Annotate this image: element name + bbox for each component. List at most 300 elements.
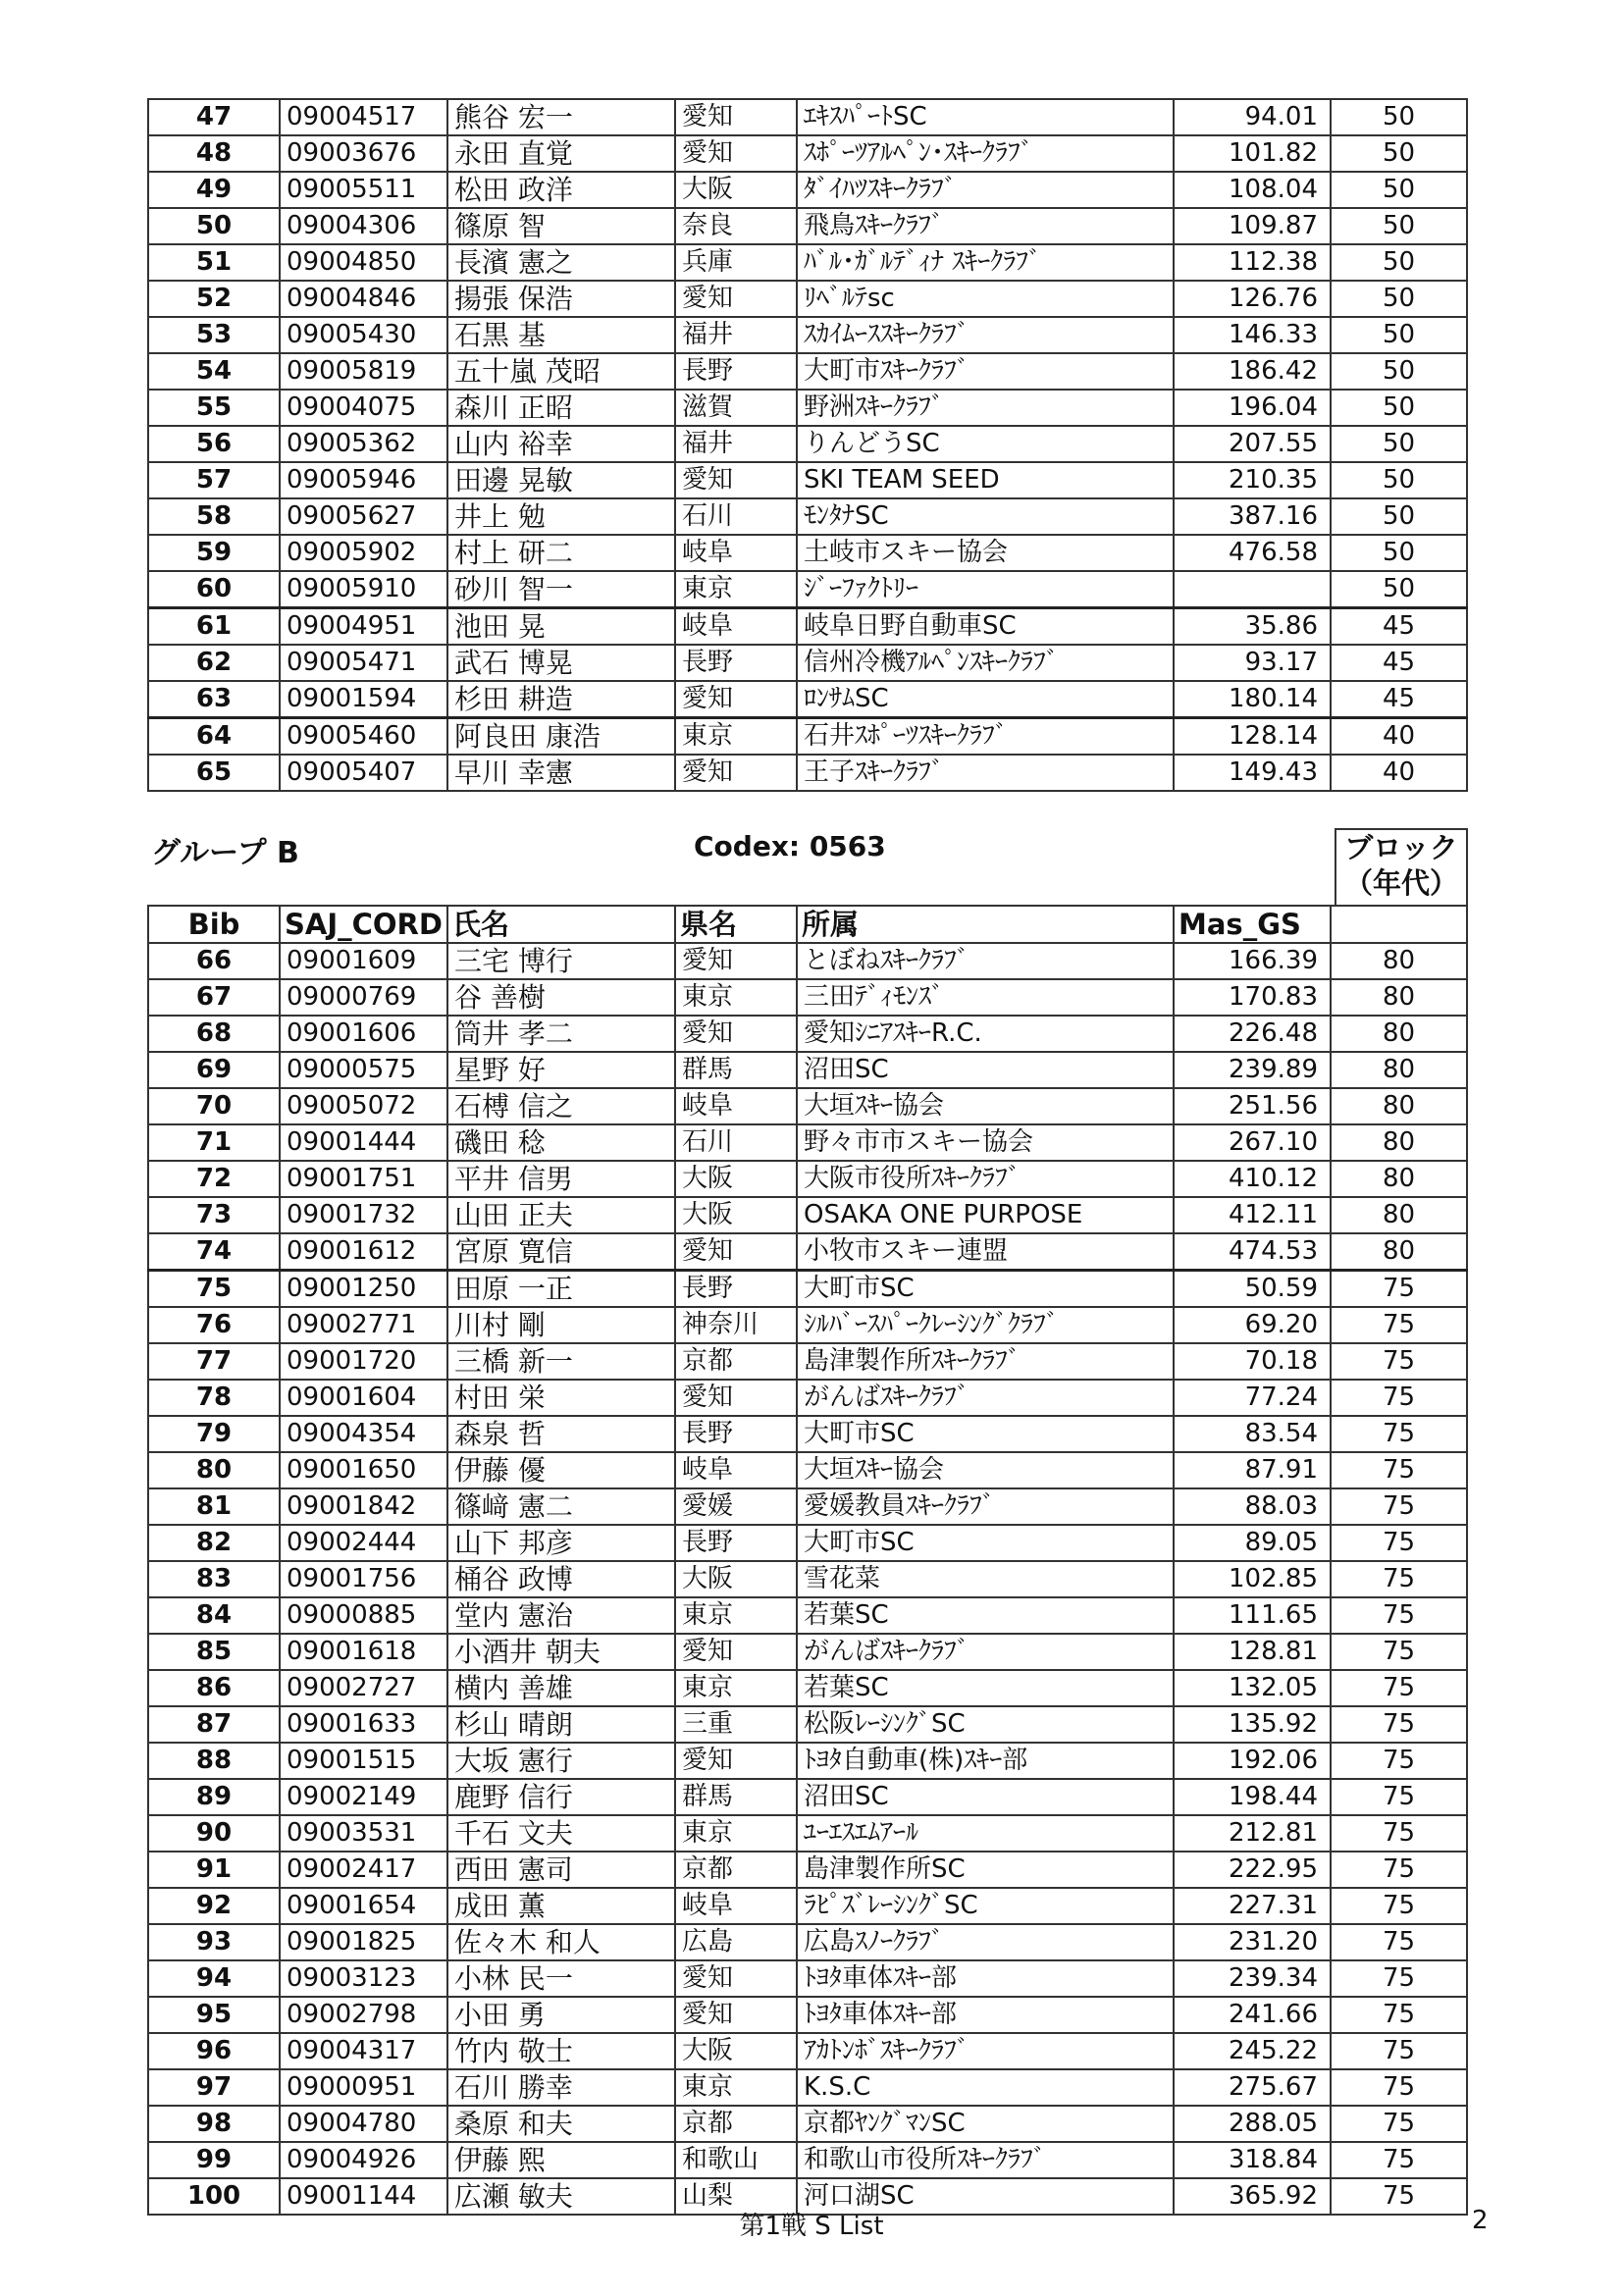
name-cell: 筒井 孝二 xyxy=(447,1016,675,1052)
block-cell: 75 xyxy=(1331,1924,1467,1960)
affiliation-cell: ﾗﾋﾟｽﾞﾚｰｼﾝｸﾞSC xyxy=(797,1888,1174,1924)
saj-cord-cell: 09004850 xyxy=(280,244,447,281)
mas-gs-cell: 166.39 xyxy=(1174,943,1331,979)
bib-cell: 99 xyxy=(148,2142,280,2178)
name-cell: 田邊 晃敏 xyxy=(447,462,675,498)
mas-gs-cell: 198.44 xyxy=(1174,1779,1331,1815)
prefecture-cell: 和歌山 xyxy=(675,2142,797,2178)
prefecture-cell: 愛知 xyxy=(675,1997,797,2033)
affiliation-cell: がんばｽｷｰｸﾗﾌﾞ xyxy=(797,1380,1174,1416)
name-cell: 三橋 新一 xyxy=(447,1343,675,1380)
prefecture-cell: 愛知 xyxy=(675,1233,797,1271)
mas-gs-cell: 210.35 xyxy=(1174,462,1331,498)
prefecture-cell: 群馬 xyxy=(675,1052,797,1088)
table-row xyxy=(148,535,1467,571)
bib-cell: 82 xyxy=(148,1525,280,1561)
mas-gs-cell: 102.85 xyxy=(1174,1561,1331,1597)
table-row xyxy=(148,135,1467,172)
block-cell: 75 xyxy=(1331,1634,1467,1670)
affiliation-cell: 大垣ｽｷｰ協会 xyxy=(797,1452,1174,1488)
affiliation-cell: ｼﾞｰﾌｧｸﾄﾘｰ xyxy=(797,571,1174,608)
saj-cord-cell: 09005407 xyxy=(280,755,447,791)
saj-cord-cell: 09001604 xyxy=(280,1380,447,1416)
bib-cell: 64 xyxy=(148,718,280,756)
block-cell: 80 xyxy=(1331,1233,1467,1271)
block-cell: 50 xyxy=(1331,462,1467,498)
affiliation-cell: ﾕｰｴｽｴﾑｱｰﾙ xyxy=(797,1815,1174,1852)
prefecture-cell: 東京 xyxy=(675,2069,797,2106)
block-cell: 75 xyxy=(1331,1852,1467,1888)
block-cell: 75 xyxy=(1331,1561,1467,1597)
prefecture-cell: 東京 xyxy=(675,1670,797,1706)
bib-cell: 80 xyxy=(148,1452,280,1488)
bib-cell: 50 xyxy=(148,208,280,244)
affiliation-cell: ﾊﾞﾙ･ｶﾞﾙﾃﾞｨﾅ ｽｷｰｸﾗﾌﾞ xyxy=(797,244,1174,281)
affiliation-cell: 飛鳥ｽｷｰｸﾗﾌﾞ xyxy=(797,208,1174,244)
table-row xyxy=(148,281,1467,317)
block-cell: 75 xyxy=(1331,1779,1467,1815)
mas-gs-cell: 474.53 xyxy=(1174,1233,1331,1271)
prefecture-cell: 岐阜 xyxy=(675,608,797,646)
affiliation-cell: 沼田SC xyxy=(797,1779,1174,1815)
block-cell: 50 xyxy=(1331,135,1467,172)
prefecture-cell: 愛知 xyxy=(675,99,797,135)
saj-cord-cell: 09004306 xyxy=(280,208,447,244)
bib-cell: 71 xyxy=(148,1124,280,1161)
col-header-block xyxy=(1331,906,1467,943)
mas-gs-cell: 83.54 xyxy=(1174,1416,1331,1452)
saj-cord-cell: 09001842 xyxy=(280,1488,447,1525)
name-cell: 伊藤 熙 xyxy=(447,2142,675,2178)
prefecture-cell: 三重 xyxy=(675,1706,797,1743)
bib-cell: 98 xyxy=(148,2106,280,2142)
saj-cord-cell: 09001650 xyxy=(280,1452,447,1488)
bib-cell: 66 xyxy=(148,943,280,979)
name-cell: 石川 勝幸 xyxy=(447,2069,675,2106)
affiliation-cell: K.S.C xyxy=(797,2069,1174,2106)
table-row xyxy=(148,2106,1467,2142)
mas-gs-cell: 70.18 xyxy=(1174,1343,1331,1380)
affiliation-cell: 岐阜日野自動車SC xyxy=(797,608,1174,646)
mas-gs-cell: 88.03 xyxy=(1174,1488,1331,1525)
bib-cell: 72 xyxy=(148,1161,280,1197)
bib-cell: 62 xyxy=(148,645,280,681)
name-cell: 杉山 晴朗 xyxy=(447,1706,675,1743)
table-row xyxy=(148,172,1467,208)
saj-cord-cell: 09001609 xyxy=(280,943,447,979)
prefecture-cell: 石川 xyxy=(675,498,797,535)
block-header xyxy=(1335,828,1468,905)
affiliation-cell: ﾄﾖﾀ車体ｽｷｰ部 xyxy=(797,1997,1174,2033)
block-cell: 75 xyxy=(1331,1343,1467,1380)
bib-cell: 92 xyxy=(148,1888,280,1924)
table-row xyxy=(148,2033,1467,2069)
name-cell: 西田 憲司 xyxy=(447,1852,675,1888)
prefecture-cell: 広島 xyxy=(675,1924,797,1960)
name-cell: 村上 研二 xyxy=(447,535,675,571)
name-cell: 宮原 寛信 xyxy=(447,1233,675,1271)
prefecture-cell: 長野 xyxy=(675,1525,797,1561)
name-cell: 小酒井 朝夫 xyxy=(447,1634,675,1670)
table-row xyxy=(148,1088,1467,1124)
mas-gs-cell: 109.87 xyxy=(1174,208,1331,244)
block-cell: 45 xyxy=(1331,681,1467,718)
mas-gs-cell: 108.04 xyxy=(1174,172,1331,208)
mas-gs-cell: 227.31 xyxy=(1174,1888,1331,1924)
name-cell: 磯田 稔 xyxy=(447,1124,675,1161)
table-row xyxy=(148,1016,1467,1052)
affiliation-cell: 若葉SC xyxy=(797,1670,1174,1706)
affiliation-cell: 王子ｽｷｰｸﾗﾌﾞ xyxy=(797,755,1174,791)
block-cell: 80 xyxy=(1331,943,1467,979)
name-cell: 田原 一正 xyxy=(447,1271,675,1308)
prefecture-cell: 岐阜 xyxy=(675,535,797,571)
bib-cell: 94 xyxy=(148,1960,280,1997)
mas-gs-cell: 128.81 xyxy=(1174,1634,1331,1670)
affiliation-cell: 松阪ﾚｰｼﾝｸﾞSC xyxy=(797,1706,1174,1743)
bib-cell: 63 xyxy=(148,681,280,718)
mas-gs-cell: 69.20 xyxy=(1174,1307,1331,1343)
affiliation-cell: ｽﾎﾟｰﾂｱﾙﾍﾟﾝ･ｽｷｰｸﾗﾌﾞ xyxy=(797,135,1174,172)
affiliation-cell: ﾛﾝｻﾑSC xyxy=(797,681,1174,718)
bib-cell: 74 xyxy=(148,1233,280,1271)
table-row xyxy=(148,943,1467,979)
saj-cord-cell: 09001606 xyxy=(280,1016,447,1052)
bib-cell: 55 xyxy=(148,390,280,426)
saj-cord-cell: 09002771 xyxy=(280,1307,447,1343)
block-cell: 75 xyxy=(1331,1271,1467,1308)
prefecture-cell: 大阪 xyxy=(675,2033,797,2069)
prefecture-cell: 石川 xyxy=(675,1124,797,1161)
name-cell: 井上 勉 xyxy=(447,498,675,535)
affiliation-cell: 若葉SC xyxy=(797,1597,1174,1634)
affiliation-cell: 大垣ｽｷｰ協会 xyxy=(797,1088,1174,1124)
prefecture-cell: 愛知 xyxy=(675,1380,797,1416)
affiliation-cell: 愛知ｼﾆｱｽｷｰR.C. xyxy=(797,1016,1174,1052)
saj-cord-cell: 09000769 xyxy=(280,979,447,1016)
prefecture-cell: 京都 xyxy=(675,1852,797,1888)
affiliation-cell: 和歌山市役所ｽｷｰｸﾗﾌﾞ xyxy=(797,2142,1174,2178)
saj-cord-cell: 09002417 xyxy=(280,1852,447,1888)
name-cell: 桶谷 政博 xyxy=(447,1561,675,1597)
saj-cord-cell: 09004951 xyxy=(280,608,447,646)
prefecture-cell: 大阪 xyxy=(675,172,797,208)
prefecture-cell: 愛知 xyxy=(675,755,797,791)
saj-cord-cell: 09005072 xyxy=(280,1088,447,1124)
table-row xyxy=(148,1960,1467,1997)
saj-cord-cell: 09005460 xyxy=(280,718,447,756)
bib-cell: 86 xyxy=(148,1670,280,1706)
mas-gs-cell xyxy=(1174,571,1331,608)
mas-gs-cell: 186.42 xyxy=(1174,353,1331,390)
col-header-affiliation: 所属 xyxy=(797,906,1174,943)
block-cell: 75 xyxy=(1331,2106,1467,2142)
table-row xyxy=(148,1815,1467,1852)
table-row xyxy=(148,571,1467,608)
affiliation-cell: ｼﾙﾊﾞｰｽﾊﾟｰｸﾚｰｼﾝｸﾞｸﾗﾌﾞ xyxy=(797,1307,1174,1343)
table-row xyxy=(148,353,1467,390)
prefecture-cell: 大阪 xyxy=(675,1161,797,1197)
affiliation-cell: 石井ｽﾎﾟｰﾂｽｷｰｸﾗﾌﾞ xyxy=(797,718,1174,756)
name-cell: 谷 善樹 xyxy=(447,979,675,1016)
table-row xyxy=(148,718,1467,756)
mas-gs-cell: 111.65 xyxy=(1174,1597,1331,1634)
prefecture-cell: 東京 xyxy=(675,979,797,1016)
mas-gs-cell: 288.05 xyxy=(1174,2106,1331,2142)
affiliation-cell: 沼田SC xyxy=(797,1052,1174,1088)
bib-cell: 69 xyxy=(148,1052,280,1088)
affiliation-cell: ﾄﾖﾀ自動車(株)ｽｷｰ部 xyxy=(797,1743,1174,1779)
mas-gs-cell: 149.43 xyxy=(1174,755,1331,791)
affiliation-cell: ｴｷｽﾊﾟｰﾄSC xyxy=(797,99,1174,135)
col-header-bib: Bib xyxy=(148,906,280,943)
name-cell: 平井 信男 xyxy=(447,1161,675,1197)
saj-cord-cell: 09001618 xyxy=(280,1634,447,1670)
saj-cord-cell: 09001594 xyxy=(280,681,447,718)
bib-cell: 100 xyxy=(148,2178,280,2215)
mas-gs-cell: 50.59 xyxy=(1174,1271,1331,1308)
mas-gs-cell: 251.56 xyxy=(1174,1088,1331,1124)
block-cell: 75 xyxy=(1331,1743,1467,1779)
start-list-table-group-b xyxy=(147,905,1468,2216)
bib-cell: 48 xyxy=(148,135,280,172)
prefecture-cell: 東京 xyxy=(675,571,797,608)
affiliation-cell: とぼねｽｷｰｸﾗﾌﾞ xyxy=(797,943,1174,979)
page-number: 2 xyxy=(1472,2206,1489,2235)
affiliation-cell: ﾘﾍﾞﾙﾃsc xyxy=(797,281,1174,317)
saj-cord-cell: 09001633 xyxy=(280,1706,447,1743)
saj-cord-cell: 09005946 xyxy=(280,462,447,498)
saj-cord-cell: 09005627 xyxy=(280,498,447,535)
mas-gs-cell: 275.67 xyxy=(1174,2069,1331,2106)
bib-cell: 95 xyxy=(148,1997,280,2033)
group-label: グループ B xyxy=(151,836,299,870)
name-cell: 松田 政洋 xyxy=(447,172,675,208)
prefecture-cell: 愛知 xyxy=(675,1743,797,1779)
prefecture-cell: 山梨 xyxy=(675,2178,797,2215)
bib-cell: 75 xyxy=(148,1271,280,1308)
affiliation-cell: 大町市SC xyxy=(797,1525,1174,1561)
mas-gs-cell: 170.83 xyxy=(1174,979,1331,1016)
saj-cord-cell: 09001654 xyxy=(280,1888,447,1924)
mas-gs-cell: 146.33 xyxy=(1174,317,1331,353)
name-cell: 星野 好 xyxy=(447,1052,675,1088)
block-cell: 80 xyxy=(1331,979,1467,1016)
name-cell: 小田 勇 xyxy=(447,1997,675,2033)
block-cell: 50 xyxy=(1331,571,1467,608)
name-cell: 堂内 憲治 xyxy=(447,1597,675,1634)
block-cell: 40 xyxy=(1331,755,1467,791)
affiliation-cell: 野々市市スキー協会 xyxy=(797,1124,1174,1161)
table-row xyxy=(148,498,1467,535)
table-row xyxy=(148,1161,1467,1197)
prefecture-cell: 愛知 xyxy=(675,135,797,172)
mas-gs-cell: 239.89 xyxy=(1174,1052,1331,1088)
block-cell: 75 xyxy=(1331,2033,1467,2069)
affiliation-cell: 河口湖SC xyxy=(797,2178,1174,2215)
prefecture-cell: 愛知 xyxy=(675,681,797,718)
affiliation-cell: ｱｶﾄﾝﾎﾞｽｷｰｸﾗﾌﾞ xyxy=(797,2033,1174,2069)
block-cell: 50 xyxy=(1331,317,1467,353)
block-cell: 75 xyxy=(1331,1488,1467,1525)
affiliation-cell: 小牧市スキー連盟 xyxy=(797,1233,1174,1271)
name-cell: 竹内 敬士 xyxy=(447,2033,675,2069)
mas-gs-cell: 132.05 xyxy=(1174,1670,1331,1706)
bib-cell: 60 xyxy=(148,571,280,608)
bib-cell: 83 xyxy=(148,1561,280,1597)
bib-cell: 70 xyxy=(148,1088,280,1124)
affiliation-cell: 野洲ｽｷｰｸﾗﾌﾞ xyxy=(797,390,1174,426)
saj-cord-cell: 09005471 xyxy=(280,645,447,681)
bib-cell: 61 xyxy=(148,608,280,646)
name-cell: 成田 薫 xyxy=(447,1888,675,1924)
table-row xyxy=(148,1416,1467,1452)
table-row xyxy=(148,462,1467,498)
saj-cord-cell: 09001250 xyxy=(280,1271,447,1308)
mas-gs-cell: 93.17 xyxy=(1174,645,1331,681)
table-row xyxy=(148,1561,1467,1597)
name-cell: 武石 博晃 xyxy=(447,645,675,681)
prefecture-cell: 岐阜 xyxy=(675,1888,797,1924)
prefecture-cell: 大阪 xyxy=(675,1561,797,1597)
affiliation-cell: りんどうSC xyxy=(797,426,1174,462)
table-row xyxy=(148,1052,1467,1088)
col-header-name: 氏名 xyxy=(447,906,675,943)
table-row xyxy=(148,1743,1467,1779)
prefecture-cell: 京都 xyxy=(675,1343,797,1380)
name-cell: 佐々木 和人 xyxy=(447,1924,675,1960)
bib-cell: 53 xyxy=(148,317,280,353)
name-cell: 千石 文夫 xyxy=(447,1815,675,1852)
name-cell: 長濱 憲之 xyxy=(447,244,675,281)
page-footer: 第1戦 S List xyxy=(739,2212,884,2241)
table-row xyxy=(148,1706,1467,1743)
name-cell: 石黒 基 xyxy=(447,317,675,353)
prefecture-cell: 京都 xyxy=(675,2106,797,2142)
bib-cell: 68 xyxy=(148,1016,280,1052)
saj-cord-cell: 09001751 xyxy=(280,1161,447,1197)
bib-cell: 54 xyxy=(148,353,280,390)
saj-cord-cell: 09001756 xyxy=(280,1561,447,1597)
saj-cord-cell: 09004780 xyxy=(280,2106,447,2142)
mas-gs-cell: 135.92 xyxy=(1174,1706,1331,1743)
affiliation-cell: OSAKA ONE PURPOSE xyxy=(797,1197,1174,1233)
affiliation-cell: 広島ｽﾉｰｸﾗﾌﾞ xyxy=(797,1924,1174,1960)
mas-gs-cell: 126.76 xyxy=(1174,281,1331,317)
col-header-mas-gs: Mas_GS xyxy=(1174,906,1331,943)
name-cell: 篠原 智 xyxy=(447,208,675,244)
block-cell: 80 xyxy=(1331,1016,1467,1052)
saj-cord-cell: 09001612 xyxy=(280,1233,447,1271)
saj-cord-cell: 09004926 xyxy=(280,2142,447,2178)
prefecture-cell: 長野 xyxy=(675,353,797,390)
affiliation-cell: 京都ﾔﾝｸﾞﾏﾝSC xyxy=(797,2106,1174,2142)
table-row xyxy=(148,1888,1467,1924)
table-row xyxy=(148,1670,1467,1706)
block-cell: 75 xyxy=(1331,2069,1467,2106)
block-cell: 80 xyxy=(1331,1161,1467,1197)
name-cell: 森泉 哲 xyxy=(447,1416,675,1452)
bib-cell: 59 xyxy=(148,535,280,571)
prefecture-cell: 愛知 xyxy=(675,462,797,498)
bib-cell: 58 xyxy=(148,498,280,535)
prefecture-cell: 東京 xyxy=(675,718,797,756)
name-cell: 五十嵐 茂昭 xyxy=(447,353,675,390)
table-row xyxy=(148,1634,1467,1670)
prefecture-cell: 福井 xyxy=(675,426,797,462)
block-cell: 75 xyxy=(1331,2178,1467,2215)
saj-cord-cell: 09000575 xyxy=(280,1052,447,1088)
saj-cord-cell: 09005902 xyxy=(280,535,447,571)
saj-cord-cell: 09001144 xyxy=(280,2178,447,2215)
name-cell: 三宅 博行 xyxy=(447,943,675,979)
block-cell: 50 xyxy=(1331,498,1467,535)
bib-cell: 79 xyxy=(148,1416,280,1452)
block-cell: 75 xyxy=(1331,1960,1467,1997)
bib-cell: 96 xyxy=(148,2033,280,2069)
mas-gs-cell: 222.95 xyxy=(1174,1852,1331,1888)
name-cell: 川村 剛 xyxy=(447,1307,675,1343)
block-cell: 50 xyxy=(1331,535,1467,571)
prefecture-cell: 群馬 xyxy=(675,1779,797,1815)
bib-cell: 78 xyxy=(148,1380,280,1416)
col-header-saj-cord: SAJ_CORD xyxy=(280,906,447,943)
prefecture-cell: 岐阜 xyxy=(675,1088,797,1124)
saj-cord-cell: 09004317 xyxy=(280,2033,447,2069)
bib-cell: 65 xyxy=(148,755,280,791)
saj-cord-cell: 09005511 xyxy=(280,172,447,208)
affiliation-cell: がんばｽｷｰｸﾗﾌﾞ xyxy=(797,1634,1174,1670)
prefecture-cell: 長野 xyxy=(675,1416,797,1452)
saj-cord-cell: 09001825 xyxy=(280,1924,447,1960)
table-row xyxy=(148,979,1467,1016)
block-cell: 75 xyxy=(1331,1997,1467,2033)
block-cell: 75 xyxy=(1331,1452,1467,1488)
name-cell: 森川 正昭 xyxy=(447,390,675,426)
prefecture-cell: 長野 xyxy=(675,645,797,681)
name-cell: 広瀬 敏夫 xyxy=(447,2178,675,2215)
table-row xyxy=(148,645,1467,681)
mas-gs-cell: 87.91 xyxy=(1174,1452,1331,1488)
table-row xyxy=(148,1307,1467,1343)
affiliation-cell: 信州冷機ｱﾙﾍﾟﾝｽｷｰｸﾗﾌﾞ xyxy=(797,645,1174,681)
table-row xyxy=(148,1525,1467,1561)
mas-gs-cell: 196.04 xyxy=(1174,390,1331,426)
table-row xyxy=(148,1380,1467,1416)
affiliation-cell: ﾄﾖﾀ車体ｽｷｰ部 xyxy=(797,1960,1174,1997)
bib-cell: 85 xyxy=(148,1634,280,1670)
saj-cord-cell: 09004075 xyxy=(280,390,447,426)
block-cell: 50 xyxy=(1331,281,1467,317)
mas-gs-cell: 241.66 xyxy=(1174,1997,1331,2033)
bib-cell: 77 xyxy=(148,1343,280,1380)
name-cell: 阿良田 康浩 xyxy=(447,718,675,756)
prefecture-cell: 愛知 xyxy=(675,281,797,317)
mas-gs-cell: 35.86 xyxy=(1174,608,1331,646)
bib-cell: 67 xyxy=(148,979,280,1016)
saj-cord-cell: 09003531 xyxy=(280,1815,447,1852)
block-cell: 50 xyxy=(1331,353,1467,390)
saj-cord-cell: 09002798 xyxy=(280,1997,447,2033)
prefecture-cell: 愛知 xyxy=(675,943,797,979)
bib-cell: 88 xyxy=(148,1743,280,1779)
table-row xyxy=(148,1452,1467,1488)
table-row xyxy=(148,317,1467,353)
bib-cell: 47 xyxy=(148,99,280,135)
mas-gs-cell: 412.11 xyxy=(1174,1197,1331,1233)
affiliation-cell: 大町市SC xyxy=(797,1271,1174,1308)
start-list-table-top xyxy=(147,98,1468,792)
